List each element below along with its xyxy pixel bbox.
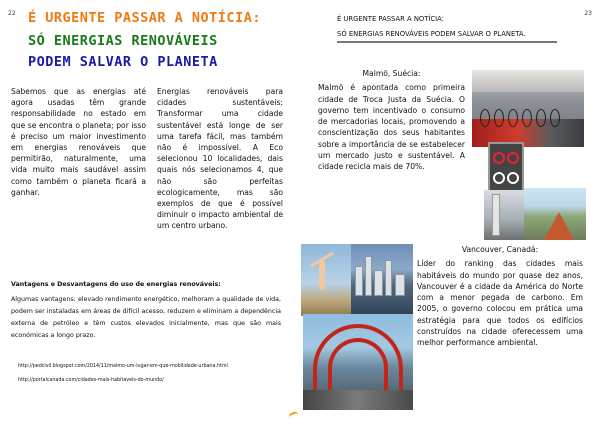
- source-link-canada[interactable]: http://portalcanada.com/cidades-mais-habitaveis-do-mundo/: [18, 378, 164, 383]
- vancouver-yoga-photo: [301, 244, 351, 316]
- bike-tower-photo: [484, 190, 524, 240]
- vancouver-heading: Vancouver, Canadá:: [461, 245, 539, 254]
- advantages-heading: Vantagens e Desvantagens do uso de energias renováveis:: [11, 281, 221, 288]
- vancouver-text: Líder do ranking das cidades mais habitáveis do mundo por quase dez anos, Vancouver é a cidade da América do Norte com a menor pegada de carbono. Em 2005, o governo colocou em prática uma estratégia para que todos os edifícios construídos na cidade oferecessem uma melhor performance ambiental.: [417, 259, 583, 348]
- right-header-line-2: SÓ ENERGIAS RENOVÁVEIS PODEM SALVAR O PLANETA.: [337, 30, 526, 38]
- title-line-2: SÓ ENERGIAS RENOVÁVEIS: [28, 33, 218, 49]
- malmo-heading: Malmö, Suécia:: [362, 69, 421, 78]
- header-divider: [337, 41, 557, 43]
- decorative-swoosh: [288, 411, 300, 422]
- advantages-paragraph: Algumas vantagens: elevado rendimento energético, melhoram a qualidade de vida, podem ser instaladas em áreas de difícil acesso, reduzem e eliminam a dependência externa de petróleo e têm custos elevados inicialmente, mas que são mais económicas a longo prazo.: [11, 296, 281, 339]
- right-header: [337, 12, 557, 42]
- malmo-section: [318, 68, 465, 173]
- title-line-1: É URGENTE PASSAR A NOTÍCIA:: [28, 10, 261, 26]
- page-number-left: 22: [8, 10, 16, 17]
- title-line-3: PODEM SALVAR O PLANETA: [28, 54, 218, 70]
- vancouver-bridge-photo: [303, 314, 413, 410]
- vancouver-harbor-photo: [351, 244, 413, 316]
- malmo-bike-parking-photo: [472, 70, 584, 147]
- vancouver-section: [417, 244, 583, 349]
- page-number-right: 23: [584, 10, 592, 17]
- intro-paragraph: Sabemos que as energias até agora usadas têm grande responsabilidade no estado em que se encontra o planeta; por isso é preciso um maior investimento em energias renováveis que permitirão, naturalmente, uma vida muito mais saudável assim como também o planeta ficará a ganhar.: [11, 87, 146, 197]
- right-header-line-1: É URGENTE PASSAR A NOTÍCIA:: [337, 15, 444, 23]
- source-link-malmo[interactable]: http://pedcivil.blogspot.com/2014/11/malmo-um-lugar-em-que-mobilidade-urbana.html: [18, 364, 228, 369]
- bike-path-photo: [524, 188, 586, 240]
- malmo-text: Malmö é apontada como primeira cidade de Troca Justa da Suécia. O governo tem incentivado o consumo de mercadorias locais, promovendo a conscientização dos seus habitantes sobre a importância de se estabelecer um mercado justo e sustentável. A cidade recicla mais de 70%.: [318, 83, 465, 172]
- bike-sign-photo: [488, 142, 524, 192]
- sustainable-cities-paragraph: Energias renováveis para cidades sustentáveis: Transformar uma cidade sustentável está longe de ser uma tarefa fácil, mas também não é impossível. A Eco selecionou 10 localidades, dais quais nós selecionamos 4, que não são perfeitas ecologicamente, mas são exemplos de que é possível diminuir o impacto ambiental de um centro urbano.: [157, 87, 283, 231]
